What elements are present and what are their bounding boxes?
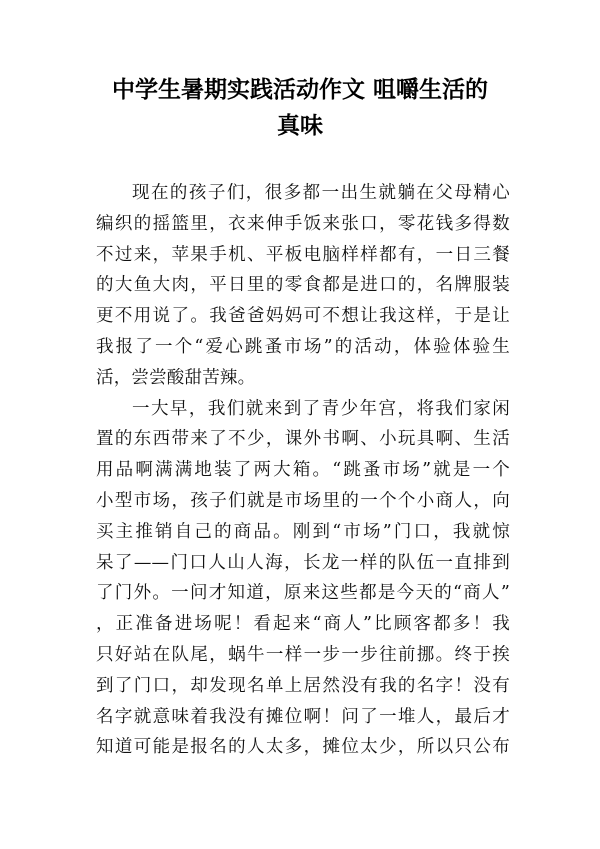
text-line: ，正准备进场呢！看起来“商人”比顾客都多！我 (96, 614, 510, 635)
article-body (96, 178, 510, 763)
page-title (90, 72, 510, 144)
text-line: 小型市场，孩子们就是市场里的一个个小商人，向 (96, 490, 510, 511)
title-line-2: 真味 (277, 113, 323, 139)
text-line: 置的东西带来了不少，课外书啊、小玩具啊、生活 (96, 429, 510, 450)
text-line: 活，尝尝酸甜苦辣。 (96, 367, 256, 388)
text-line: 一大早，我们就来到了青少年宫，将我们家闲 (132, 398, 510, 419)
text-line: 用品啊满满地装了两大箱。“跳蚤市场”就是一个 (96, 460, 510, 481)
text-line: 买主推销自己的商品。刚到“市场”门口，我就惊 (96, 521, 510, 542)
text-line: 呆了——门口人山人海，长龙一样的队伍一直排到 (96, 552, 510, 573)
text-line: 编织的摇篮里，衣来伸手饭来张口，零花钱多得数 (96, 213, 510, 234)
text-line: 了门外。一问才知道，原来这些都是今天的“商人” (96, 583, 510, 604)
paragraph-2 (96, 394, 510, 764)
text-line: 名字就意味着我没有摊位啊！问了一堆人，最后才 (96, 706, 510, 727)
text-line: 不过来，苹果手机、平板电脑样样都有，一日三餐 (96, 244, 510, 265)
text-line: 现在的孩子们，很多都一出生就躺在父母精心 (132, 183, 510, 203)
text-line: 更不用说了。我爸爸妈妈可不想让我这样，于是让 (96, 306, 510, 327)
text-line: 到了门口，却发现名单上居然没有我的名字！没有 (96, 675, 510, 696)
text-line: 的大鱼大肉，平日里的零食都是进口的，名牌服装 (96, 275, 510, 296)
title-line-1: 中学生暑期实践活动作文 咀嚼生活的 (111, 77, 488, 103)
text-line: 只好站在队尾，蜗牛一样一步一步往前挪。终于挨 (96, 644, 510, 665)
text-line: 知道可能是报名的人太多，摊位太少，所以只公布 (96, 737, 510, 758)
paragraph-1 (96, 178, 510, 394)
text-line: 我报了一个“爱心跳蚤市场”的活动，体验体验生 (96, 336, 510, 357)
